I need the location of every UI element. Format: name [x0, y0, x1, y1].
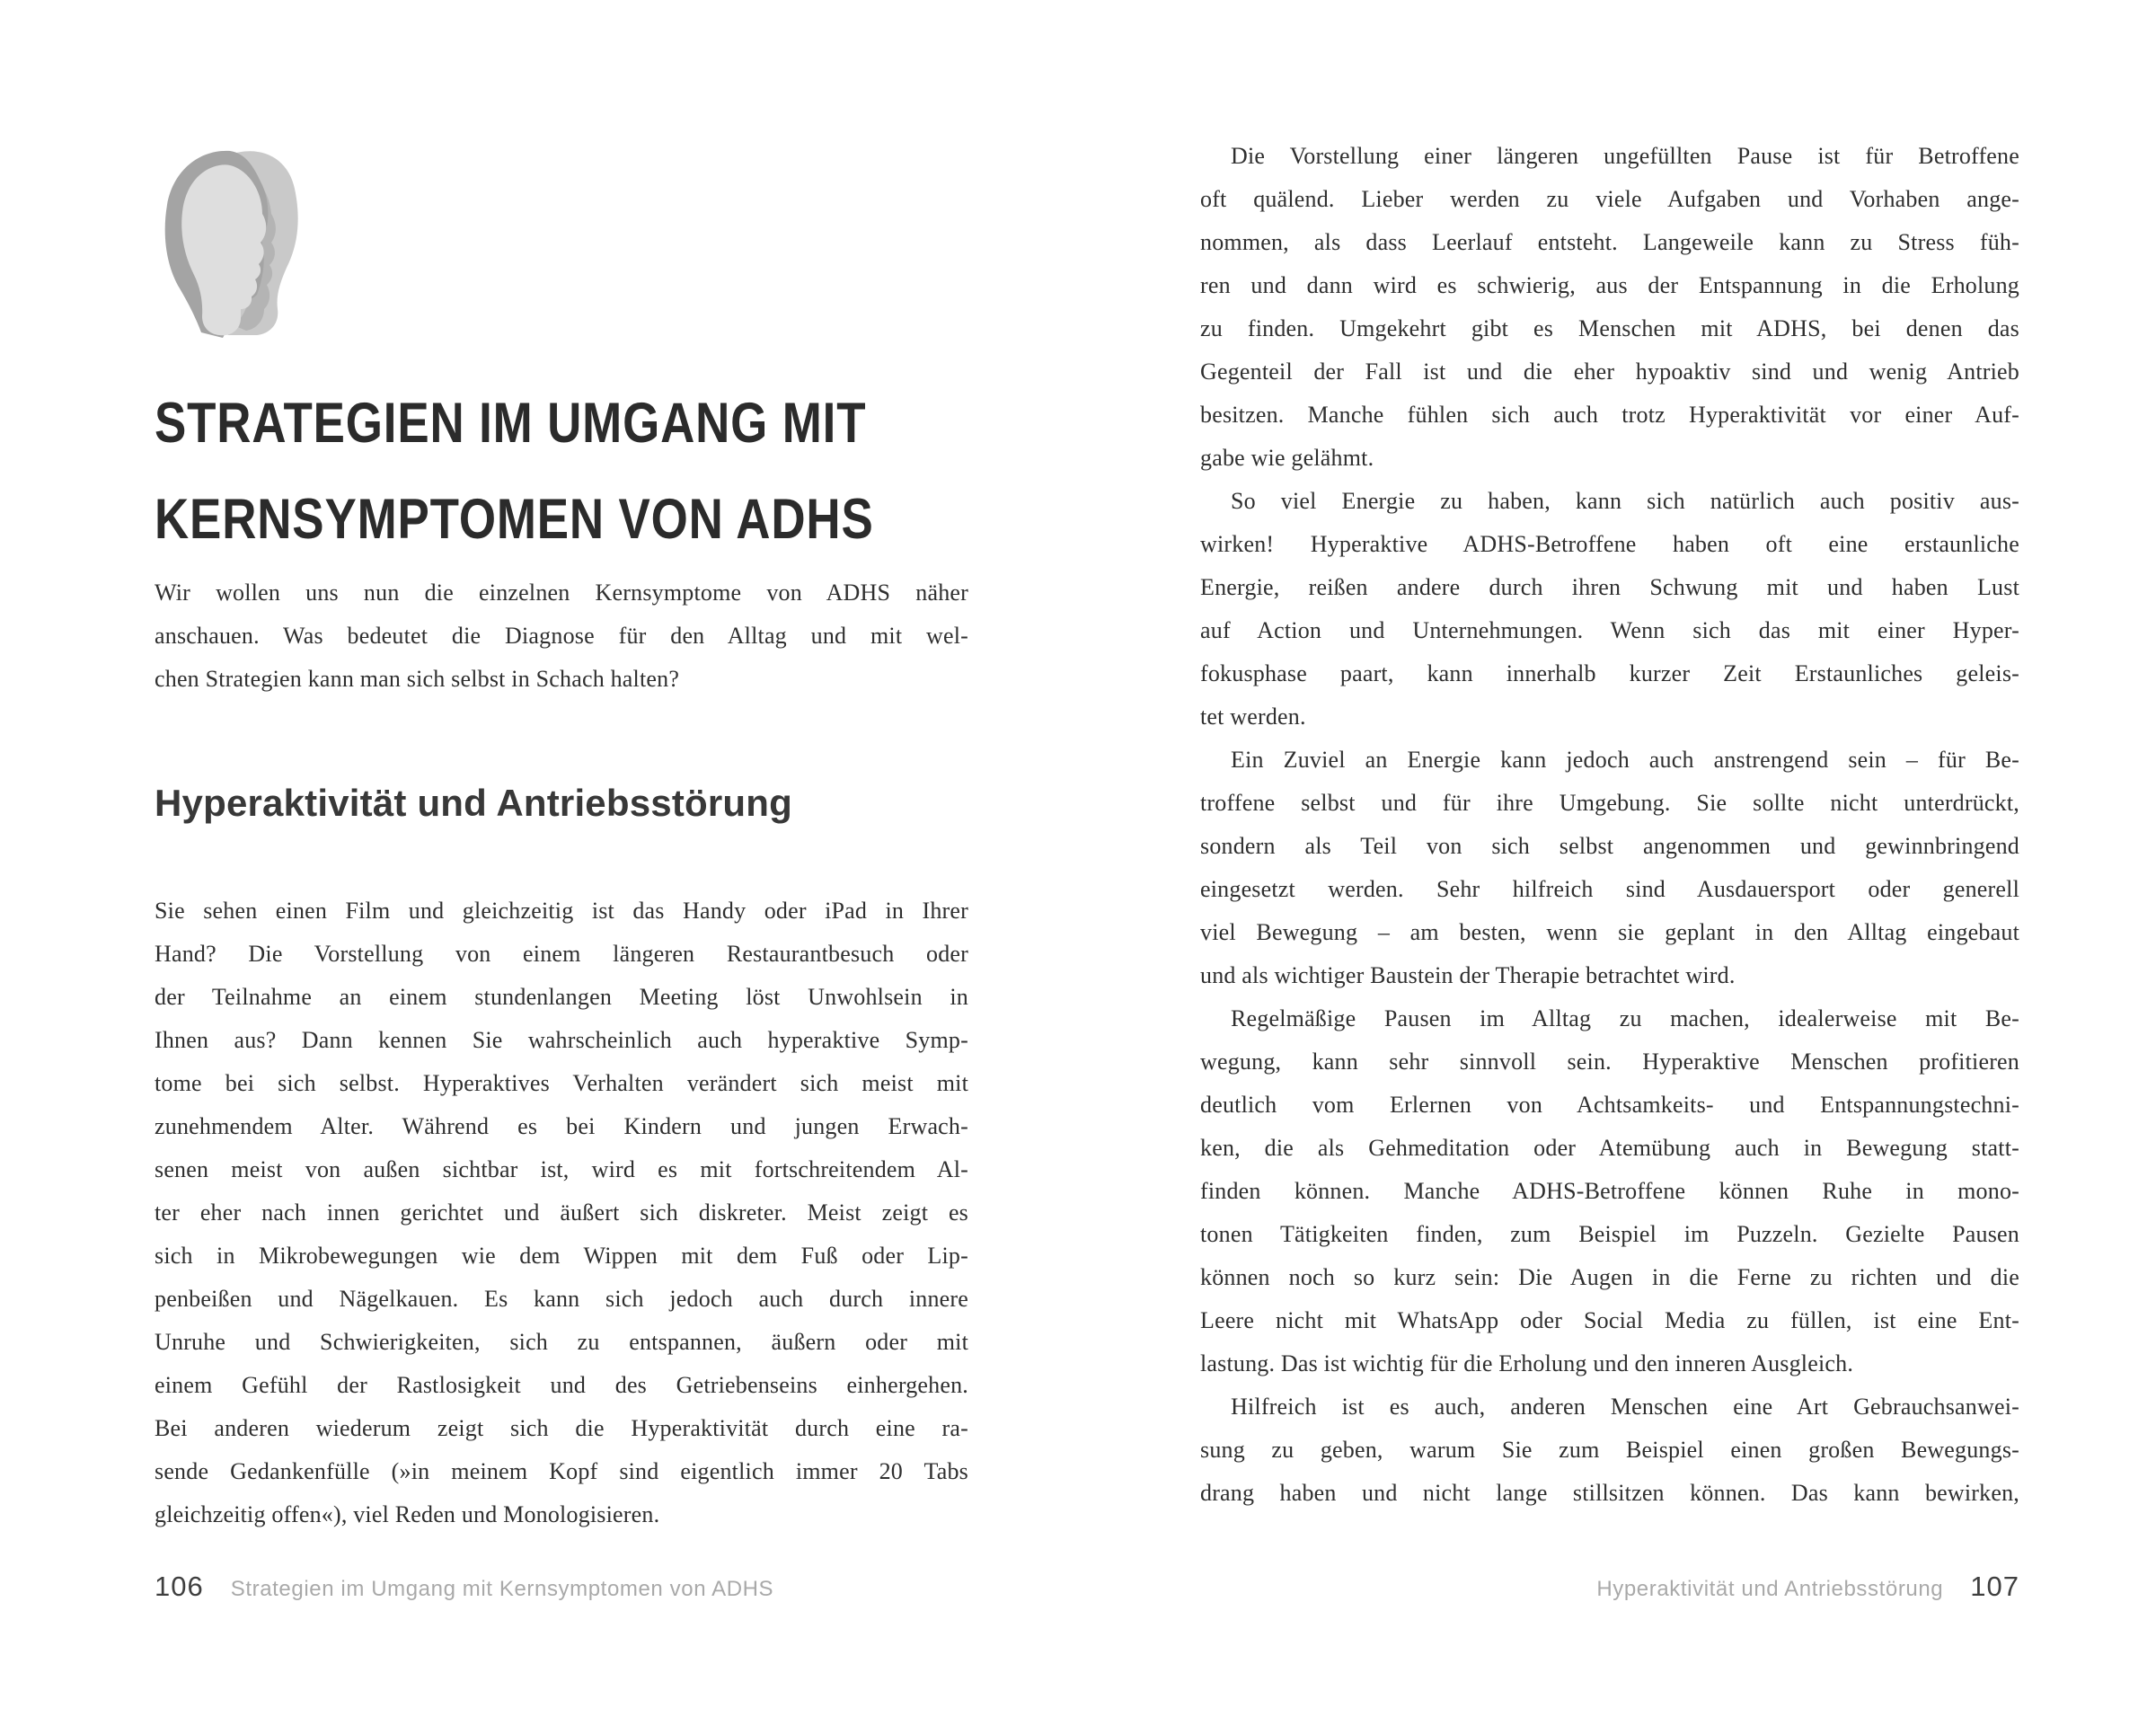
text-line: So viel Energie zu haben, kann sich natürlich auch positiv aus-	[1231, 488, 2019, 514]
text-line: zunehmendem Alter. Während es bei Kindern und jungen Erwach-	[155, 1113, 968, 1139]
text-line: Gegenteil der Fall ist und die eher hypoaktiv sind und wenig Antrieb	[1200, 358, 2019, 385]
text-line: penbeißen und Nägelkauen. Es kann sich jedoch auch durch innere	[155, 1286, 968, 1312]
text-line: troffene selbst und für ihre Umgebung. Sie sollte nicht unterdrückt,	[1200, 790, 2019, 816]
chapter-head-silhouette-graphic	[151, 140, 314, 361]
text-line: Die Vorstellung einer längeren ungefüllten Pause ist für Betroffene	[1231, 143, 2019, 169]
text-line: gabe wie gelähmt.	[1200, 445, 1374, 471]
text-line: Wir wollen uns nun die einzelnen Kernsymptome von ADHS näher	[155, 580, 968, 606]
text-line: senen meist von außen sichtbar ist, wird es mit fortschreitendem Al-	[155, 1156, 968, 1182]
text-line: Hand? Die Vorstellung von einem längeren Restaurantbesuch oder	[155, 941, 968, 967]
text-line: auf Action und Unternehmungen. Wenn sich das mit einer Hyper-	[1200, 617, 2019, 643]
text-line: besitzen. Manche fühlen sich auch trotz Hyperaktivität vor einer Auf-	[1200, 402, 2019, 428]
text-line: sich in Mikrobewegungen wie dem Wippen mit dem Fuß oder Lip-	[155, 1243, 968, 1269]
right-page-footer	[1200, 1571, 2019, 1606]
text-line: fokusphase paart, kann innerhalb kurzer Zeit Erstaunliches geleis-	[1200, 660, 2019, 686]
text-line: finden können. Manche ADHS-Betroffene können Ruhe in mono-	[1200, 1178, 2019, 1204]
left-page-number: 106	[155, 1571, 204, 1602]
right-body-text	[1200, 135, 2019, 1515]
text-line: der Teilnahme an einem stundenlangen Meeting löst Unwohlsein in	[155, 984, 968, 1010]
text-line: lastung. Das ist wichtig für die Erholung und den inneren Ausgleich.	[1200, 1350, 1854, 1376]
text-line: chen Strategien kann man sich selbst in Schach halten?	[155, 666, 680, 692]
chapter-intro-paragraph	[155, 571, 968, 701]
text-line: Energie, reißen andere durch ihren Schwung mit und haben Lust	[1200, 574, 2019, 600]
text-line: können noch so kurz sein: Die Augen in die Ferne zu richten und die	[1200, 1264, 2019, 1290]
text-line: tonen Tätigkeiten finden, zum Beispiel im Puzzeln. Gezielte Pausen	[1200, 1221, 2019, 1247]
right-page-number: 107	[1970, 1571, 2019, 1602]
chapter-title	[155, 376, 999, 568]
text-line: sung zu geben, warum Sie zum Beispiel einen großen Bewegungs-	[1200, 1437, 2019, 1463]
text-line: einem Gefühl der Rastlosigkeit und des Getriebenseins einhergehen.	[155, 1372, 968, 1398]
text-line: gleichzeitig offen«), viel Reden und Monologisieren.	[155, 1501, 660, 1527]
text-line: Sie sehen einen Film und gleichzeitig ist das Handy oder iPad in Ihrer	[155, 898, 968, 924]
text-line: zu finden. Umgekehrt gibt es Menschen mit ADHS, bei denen das	[1200, 315, 2019, 341]
text-line: nommen, als dass Leerlauf entsteht. Langeweile kann zu Stress füh-	[1200, 229, 2019, 255]
text-line: deutlich vom Erlernen von Achtsamkeits- und Entspannungstechni-	[1200, 1092, 2019, 1118]
text-line: sende Gedankenfülle (»in meinem Kopf sind eigentlich immer 20 Tabs	[155, 1458, 968, 1484]
text-line: Unruhe und Schwierigkeiten, sich zu entspannen, äußern oder mit	[155, 1329, 968, 1355]
text-line: anschauen. Was bedeutet die Diagnose für den Alltag und mit wel-	[155, 623, 968, 649]
text-line: ren und dann wird es schwierig, aus der Entspannung in die Erholung	[1200, 272, 2019, 298]
chapter-title-line-2: KERNSYMPTOMEN VON ADHS	[155, 488, 874, 551]
text-line: ken, die als Gehmeditation oder Atemübung auch in Bewegung statt-	[1200, 1135, 2019, 1161]
section-heading: Hyperaktivität und Antriebsstörung	[155, 782, 792, 824]
text-line: und als wichtiger Baustein der Therapie betrachtet wird.	[1200, 962, 1736, 988]
text-line: wirken! Hyperaktive ADHS-Betroffene haben oft eine erstaunliche	[1200, 531, 2019, 557]
text-line: drang haben und nicht lange stillsitzen können. Das kann bewirken,	[1200, 1480, 2019, 1506]
left-body-text	[155, 889, 968, 1536]
left-running-title: Strategien im Umgang mit Kernsymptomen von ADHS	[230, 1577, 774, 1601]
text-line: viel Bewegung – am besten, wenn sie geplant in den Alltag eingebaut	[1200, 919, 2019, 945]
right-running-title: Hyperaktivität und Antriebsstörung	[1596, 1577, 1944, 1601]
text-line: ter eher nach innen gerichtet und äußert sich diskreter. Meist zeigt es	[155, 1199, 968, 1226]
text-line: wegung, kann sehr sinnvoll sein. Hyperaktive Menschen profitieren	[1200, 1049, 2019, 1075]
text-line: Leere nicht mit WhatsApp oder Social Media zu füllen, ist eine Ent-	[1200, 1307, 2019, 1333]
text-line: tome bei sich selbst. Hyperaktives Verhalten verändert sich meist mit	[155, 1070, 968, 1096]
text-line: eingesetzt werden. Sehr hilfreich sind Ausdauersport oder generell	[1200, 876, 2019, 902]
text-line: tet werden.	[1200, 704, 1306, 730]
left-page-footer	[155, 1571, 968, 1606]
text-line: Ein Zuviel an Energie kann jedoch auch anstrengend sein – für Be-	[1231, 747, 2019, 773]
chapter-title-line-1: STRATEGIEN IM UMGANG MIT	[155, 392, 867, 455]
text-line: Ihnen aus? Dann kennen Sie wahrscheinlich auch hyperaktive Symp-	[155, 1027, 968, 1053]
text-line: sondern als Teil von sich selbst angenommen und gewinnbringend	[1200, 833, 2019, 859]
text-line: oft quälend. Lieber werden zu viele Aufgaben und Vorhaben ange-	[1200, 186, 2019, 212]
text-line: Bei anderen wiederum zeigt sich die Hyperaktivität durch eine ra-	[155, 1415, 968, 1441]
text-line: Hilfreich ist es auch, anderen Menschen eine Art Gebrauchsanwei-	[1231, 1394, 2019, 1420]
text-line: Regelmäßige Pausen im Alltag zu machen, idealerweise mit Be-	[1231, 1005, 2019, 1031]
